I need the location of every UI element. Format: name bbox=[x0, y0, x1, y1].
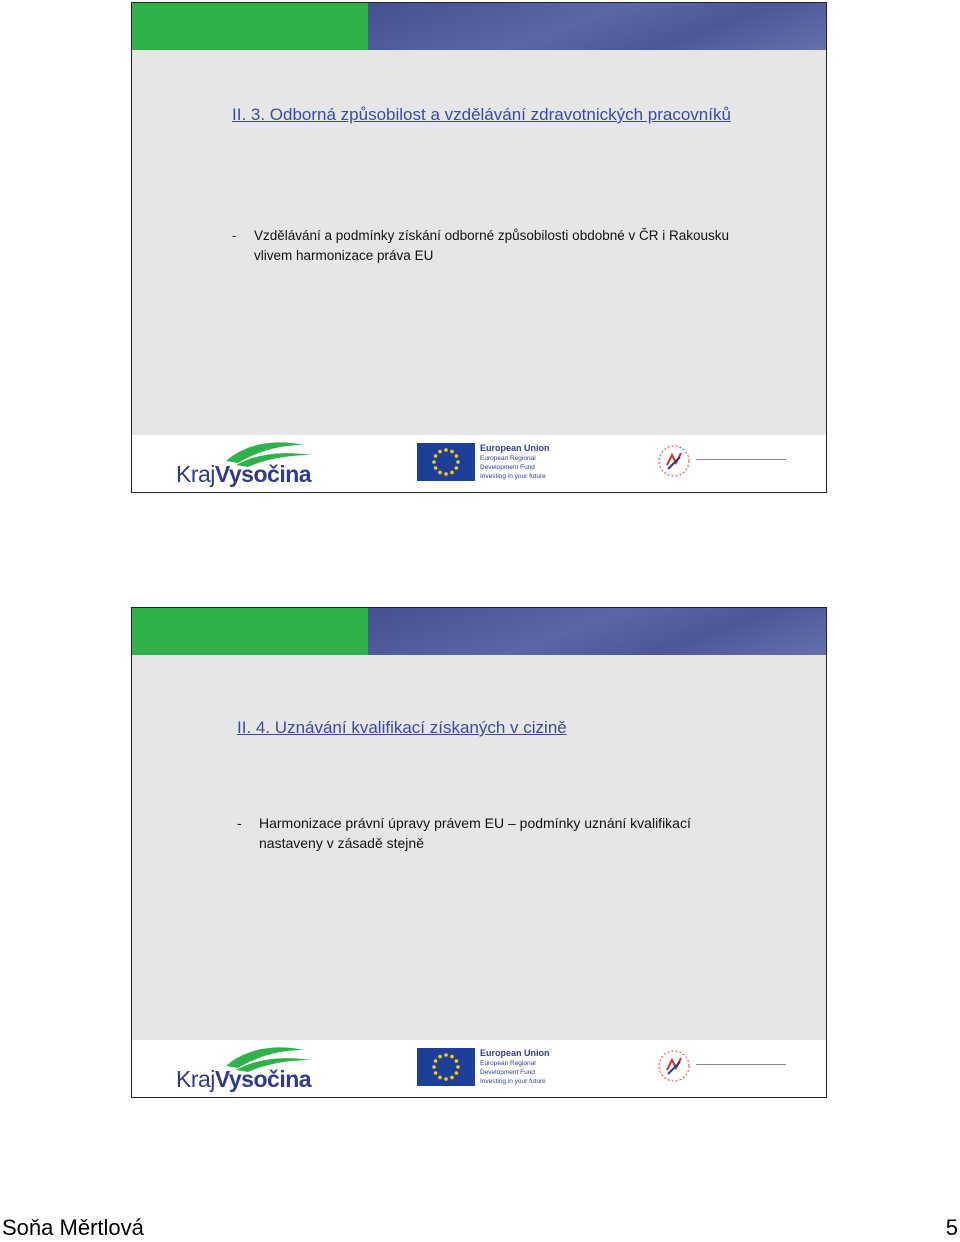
territorial-cooperation-logo bbox=[656, 443, 786, 483]
slide-title: II. 4. Uznávání kvalifikací získaných v cizině bbox=[237, 718, 567, 737]
cooperation-emblem-icon bbox=[656, 1048, 692, 1084]
cooperation-text bbox=[696, 459, 786, 468]
bullet-text: Harmonizace právní úpravy právem EU – podmínky uznání kvalifikací nastaveny v zásadě stejně bbox=[259, 815, 691, 851]
slide-footer-logos bbox=[132, 1040, 826, 1097]
territorial-cooperation-logo bbox=[656, 1048, 786, 1088]
page-number: 5 bbox=[945, 1215, 958, 1240]
eu-erdf-logo bbox=[417, 443, 557, 483]
cooperation-emblem-icon bbox=[656, 443, 692, 479]
slide-1 bbox=[131, 2, 827, 493]
header-blue-block bbox=[368, 3, 826, 50]
slide-header-bar bbox=[132, 608, 826, 655]
kraj-wordmark: KrajVysočina bbox=[176, 461, 312, 487]
kraj-wordmark: KrajVysočina bbox=[176, 1066, 312, 1092]
bullet-text: Vzdělávání a podmínky získání odborné způsobilosti obdobné v ČR i Rakousku vlivem harmonizace práva EU bbox=[254, 228, 730, 263]
slide-header-bar bbox=[132, 3, 826, 50]
eu-text-block: European Union European Regional Development Fund Investing in your future bbox=[480, 1048, 550, 1085]
bullet-item bbox=[237, 813, 757, 853]
eu-flag-icon bbox=[417, 1048, 475, 1086]
header-green-block bbox=[132, 608, 368, 655]
slide-2 bbox=[131, 607, 827, 1098]
kraj-vysocina-logo bbox=[176, 439, 316, 487]
eu-erdf-logo bbox=[417, 1048, 557, 1088]
slide-footer-logos bbox=[132, 435, 826, 492]
bullet-dash: - bbox=[237, 815, 242, 831]
kraj-vysocina-logo bbox=[176, 1044, 316, 1092]
bullet-item bbox=[232, 226, 752, 266]
bullet-dash: - bbox=[232, 228, 237, 243]
header-blue-block bbox=[368, 608, 826, 655]
slide-title: II. 3. Odborná způsobilost a vzdělávání zdravotnických pracovníků bbox=[232, 105, 731, 124]
eu-text-block: European Union European Regional Development Fund Investing in your future bbox=[480, 443, 550, 480]
header-green-block bbox=[132, 3, 368, 50]
cooperation-text bbox=[696, 1064, 786, 1073]
page-author: Soňa Měrtlová bbox=[2, 1215, 144, 1240]
eu-flag-icon bbox=[417, 443, 475, 481]
